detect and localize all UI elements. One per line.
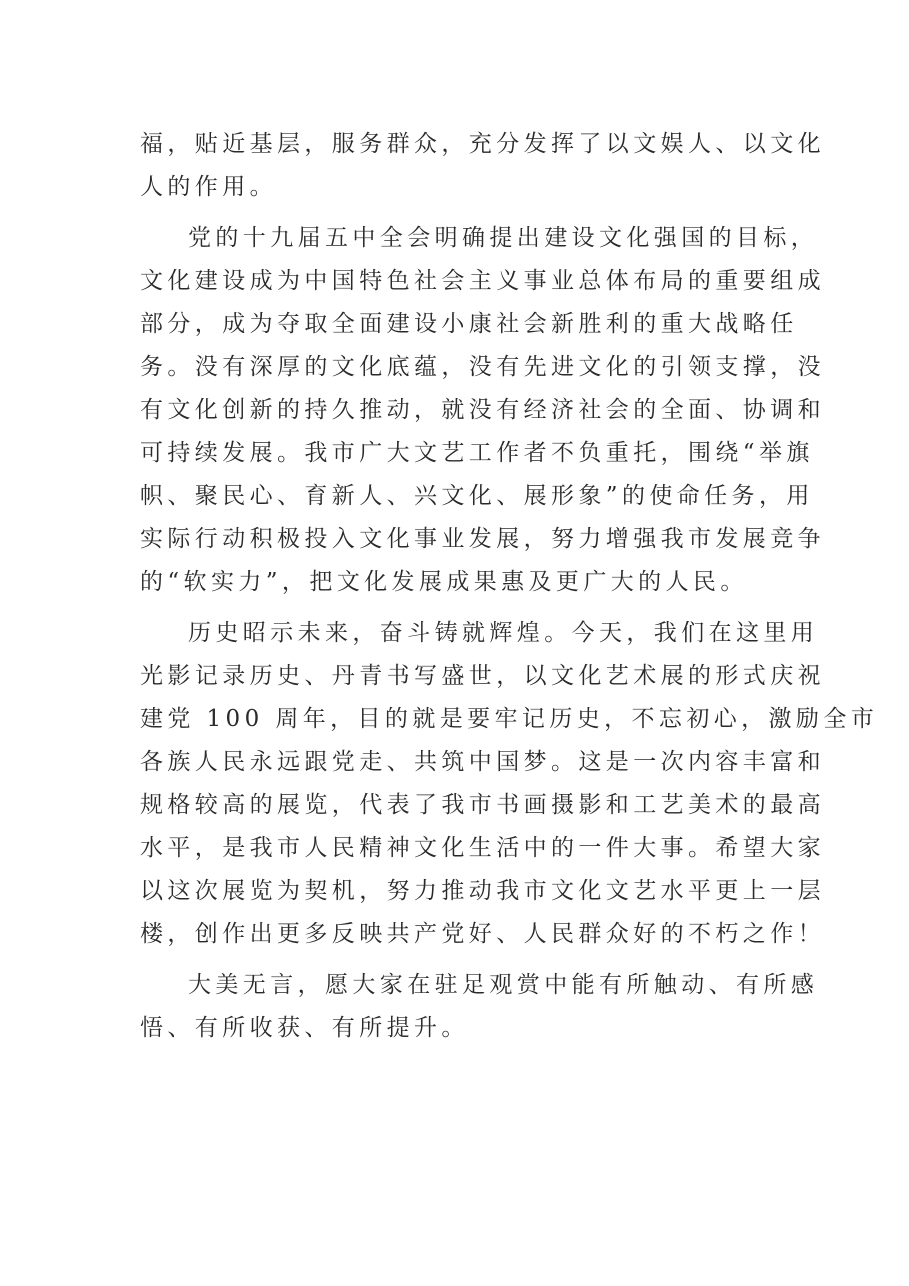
text-line: 党的十九届五中全会明确提出建设文化强国的目标， xyxy=(188,225,819,251)
text-line: 帜、聚民心、育新人、兴文化、展形象”的使命任务，用 xyxy=(140,483,814,509)
paragraph-2 xyxy=(140,217,825,604)
text-line: 悟、有所收获、有所提升。 xyxy=(140,1015,469,1041)
paragraph-4 xyxy=(140,964,819,1050)
text-line: 楼，创作出更多反映共产党好、人民群众好的不朽之作！ xyxy=(140,921,825,947)
text-line: 文化建设成为中国特色社会主义事业总体布局的重要组成 xyxy=(140,268,825,294)
text-line: 水平，是我市人民精神文化生活中的一件大事。希望大家 xyxy=(140,835,825,861)
text-line: 务。没有深厚的文化底蕴，没有先进文化的引领支撑，没 xyxy=(140,354,825,380)
text-line: 福，贴近基层，服务群众，充分发挥了以文娱人、以文化 xyxy=(140,131,825,157)
text-line: 历史昭示未来，奋斗铸就辉煌。今天，我们在这里用 xyxy=(188,620,819,646)
text-line: 规格较高的展览，代表了我市书画摄影和工艺美术的最高 xyxy=(140,792,825,818)
text-line: 部分，成为夺取全面建设小康社会新胜利的重大战略任 xyxy=(140,311,798,337)
text-line: 光影记录历史、丹青书写盛世，以文化艺术展的形式庆祝 xyxy=(140,663,825,689)
document-body xyxy=(140,123,879,1050)
text-line: 各族人民永远跟党走、共筑中国梦。这是一次内容丰富和 xyxy=(140,749,825,775)
text-line: 人的作用。 xyxy=(140,174,277,200)
text-line: 实际行动积极投入文化事业发展，努力增强我市发展竞争 xyxy=(140,526,825,552)
paragraph-3 xyxy=(140,612,879,956)
text-line: 大美无言，愿大家在驻足观赏中能有所触动、有所感 xyxy=(188,972,819,998)
text-line: 以这次展览为契机，努力推动我市文化文艺水平更上一层 xyxy=(140,878,825,904)
paragraph-1 xyxy=(140,123,825,209)
text-line: 有文化创新的持久推动，就没有经济社会的全面、协调和 xyxy=(140,397,825,423)
text-line: 建党 100 周年，目的就是要牢记历史，不忘初心，激励全市 xyxy=(140,706,879,732)
text-line: 可持续发展。我市广大文艺工作者不负重托，围绕“举旗 xyxy=(140,440,814,466)
text-line: 的“软实力”，把文化发展成果惠及更广大的人民。 xyxy=(140,569,748,595)
